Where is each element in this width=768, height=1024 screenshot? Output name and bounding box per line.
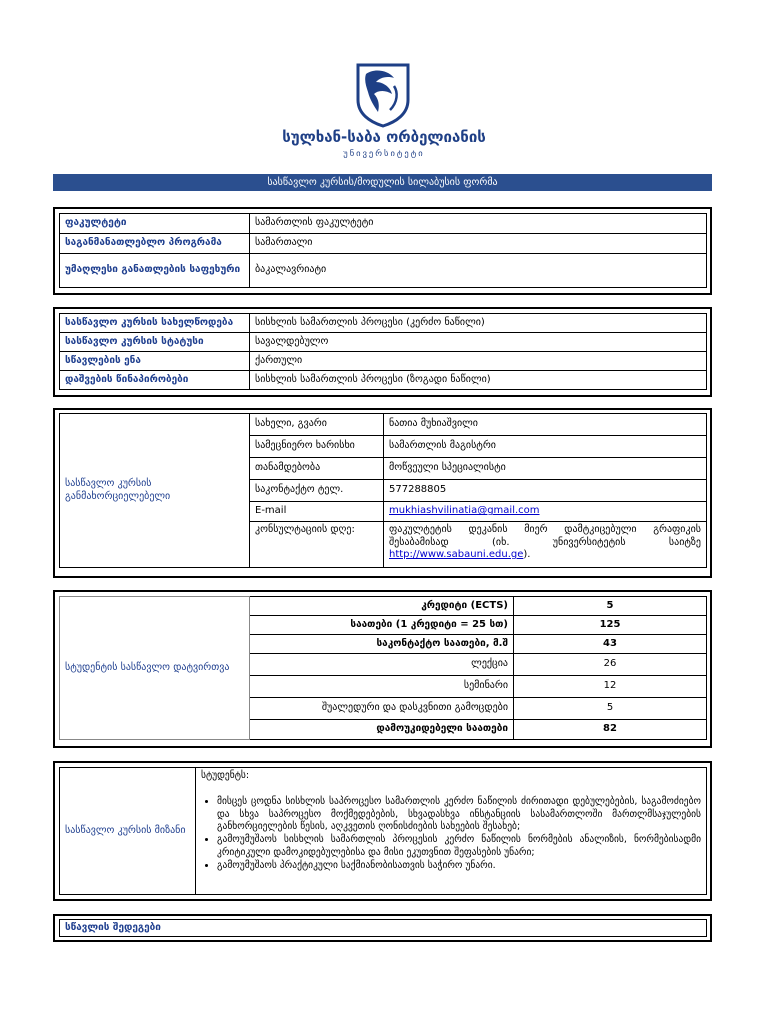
workload-label: ლექცია <box>250 654 514 676</box>
lecturer-section-label: სასწავლო კურსის განმახორციელებელი <box>60 414 250 568</box>
prerequisites-label: დაშვების წინაპირობები <box>60 371 250 390</box>
consultation-label: კონსულტაციის დღე: <box>250 522 384 568</box>
workload-value: 43 <box>514 635 707 654</box>
consultation-value: ფაკულტეტის დეკანის მიერ დამტკიცებული გრაფიკის შესაბამისად (იხ. უნივერსიტეტის საიტზე http://www.sabauni.edu.ge). <box>384 522 707 568</box>
workload-label: საკონტაქტო საათები, მ.შ <box>250 635 514 654</box>
phone-label: საკონტაქტო ტელ. <box>250 480 384 502</box>
course-name-label: სასწავლო კურსის სახელწოდება <box>60 314 250 333</box>
university-subtitle: უნივერსიტეტი <box>343 149 425 159</box>
workload-label: საათები (1 კრედიტი = 25 სთ) <box>250 616 514 635</box>
degree-value: სამართლის მაგისტრი <box>384 436 707 458</box>
outcomes-label: სწავლის შედეგები <box>59 919 707 937</box>
university-name: სულხან-საბა ორბელიანის <box>282 128 486 146</box>
course-name-value: სისხლის სამართლის პროცესი (კერძო ნაწილი) <box>250 314 707 333</box>
course-status-label: სასწავლო კურსის სტატუსი <box>60 333 250 352</box>
position-value: მოწვეული სპეციალისტი <box>384 458 707 480</box>
position-label: თანამდებობა <box>250 458 384 480</box>
form-title-banner: სასწავლო კურსის/მოდულის სილაბუსის ფორმა <box>53 174 712 191</box>
program-label: საგანმანათლებლო პროგრამა <box>60 234 250 254</box>
lecturer-name-value: ნათია მუხიაშვილი <box>384 414 707 436</box>
course-status-value: სავალდებულო <box>250 333 707 352</box>
goal-list <box>201 796 701 873</box>
workload-value: 5 <box>514 698 707 720</box>
email-link[interactable]: mukhiashvilinatia@gmail.com <box>389 505 540 517</box>
workload-value: 82 <box>514 720 707 740</box>
workload-value: 125 <box>514 616 707 635</box>
university-logo <box>354 62 412 128</box>
workload-table <box>59 596 707 740</box>
language-value: ქართული <box>250 352 707 371</box>
goal-intro: სტუდენტს: <box>201 770 250 781</box>
workload-section-label: სტუდენტის სასწავლო დატვირთვა <box>60 597 250 740</box>
goal-table <box>59 767 707 895</box>
faculty-value: სამართლის ფაკულტეტი <box>250 214 707 234</box>
language-label: სწავლების ენა <box>60 352 250 371</box>
lecturer-table <box>59 413 707 568</box>
prerequisites-value: სისხლის სამართლის პროცესი (ზოგადი ნაწილი) <box>250 371 707 390</box>
workload-value: 26 <box>514 654 707 676</box>
workload-label: დამოუკიდებელი საათები <box>250 720 514 740</box>
list-item: • გამოუმუშაოს პრაქტიკული საქმიანობისათვის საჭირო უნარი. <box>217 860 701 873</box>
workload-value: 5 <box>514 597 707 616</box>
email-label: E-mail <box>250 502 384 522</box>
level-label: უმაღლესი განათლების საფეხური <box>60 254 250 288</box>
workload-label: შუალედური და დასკვნითი გამოცდები <box>250 698 514 720</box>
course-table <box>59 313 707 390</box>
goal-section-label: სასწავლო კურსის მიზანი <box>60 768 196 895</box>
lecturer-name-label: სახელი, გვარი <box>250 414 384 436</box>
level-value: ბაკალავრიატი <box>250 254 707 288</box>
program-table <box>59 213 707 288</box>
website-link[interactable]: http://www.sabauni.edu.ge <box>389 549 524 560</box>
phone-value: 577288805 <box>384 480 707 502</box>
degree-label: სამეცნიერო ხარისხი <box>250 436 384 458</box>
program-value: სამართალი <box>250 234 707 254</box>
list-item: • მისცეს ცოდნა სისხლის საპროცესო სამართლის კერძო ნაწილის ძირითადი დებულებების, საგამოძიებო და სხვა საპროცესო მოქმედებების, სხვადასხვა ინსტანციის სასამართლოში მართლმსაჯულების განხორციელების წესის, აღკვეთის ღონისძიების სახეების შესახებ; <box>217 796 701 834</box>
faculty-label: ფაკულტეტი <box>60 214 250 234</box>
workload-label: სემინარი <box>250 676 514 698</box>
workload-value: 12 <box>514 676 707 698</box>
workload-label: კრედიტი (ECTS) <box>250 597 514 616</box>
list-item: • გამოუმუშაოს სისხლის სამართლის პროცესის კერძო ნაწილის ნორმების ანალიზის, ნორმებისადმი კრიტიკული დამოკიდებულებისა და მისი ეკუთვნით შეფასების უნარი; <box>217 834 701 860</box>
